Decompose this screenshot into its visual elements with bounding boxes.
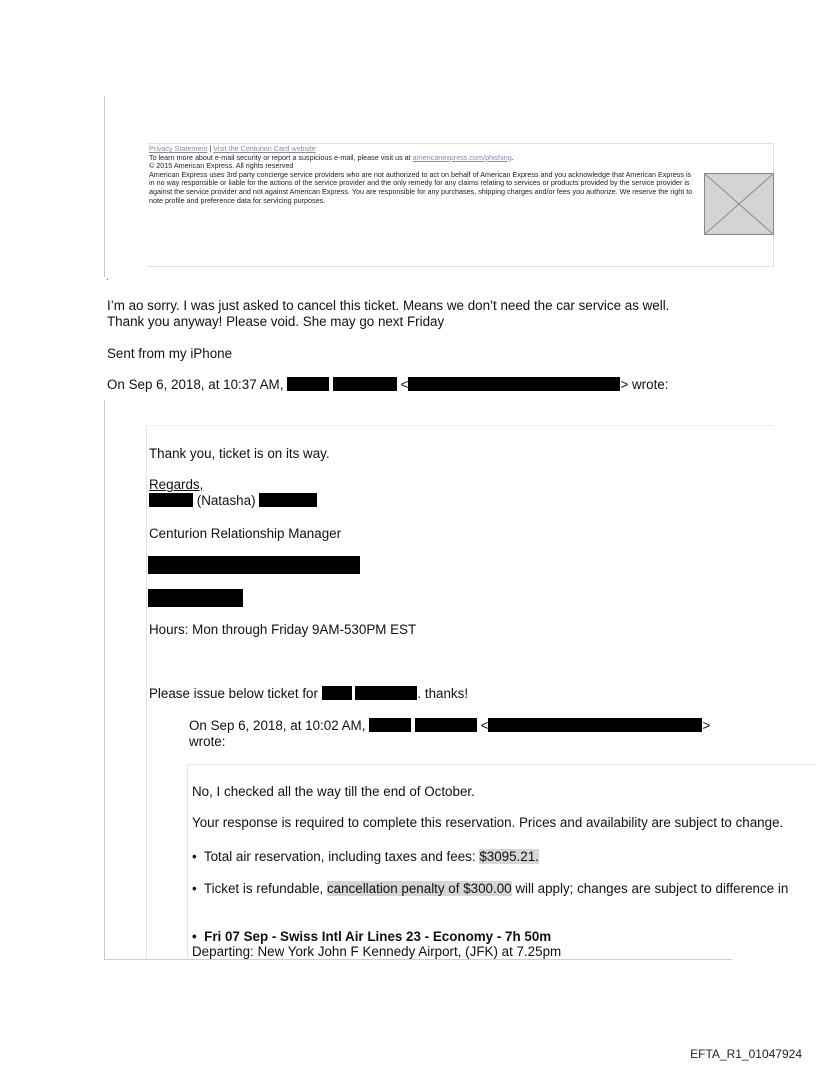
redacted-contact-1 — [148, 556, 360, 574]
quote-lt: < — [400, 377, 409, 392]
bullet-icon: • — [192, 929, 197, 944]
quote-header-37 — [107, 377, 668, 393]
checked-line: No, I checked all the way till the end of October. — [192, 784, 475, 799]
booking-quote-top — [187, 764, 816, 765]
footer-separator: | — [207, 144, 214, 153]
flight-title — [192, 929, 551, 945]
redacted-passenger-last — [355, 686, 417, 700]
manager-title: Centurion Relationship Manager — [149, 526, 342, 541]
booking-quote-border — [187, 764, 188, 960]
response-required: Your response is required to complete this reservation. Prices and availability are subject to change. — [192, 815, 784, 830]
inner-quote-header — [189, 718, 710, 734]
flight-title-text: Fri 07 Sep - Swiss Intl Air Lines 23 - Economy - 7h 50m — [204, 929, 552, 944]
disclaimer: American Express uses 3rd party concierge service providers who are not authorized to act on behalf of American Express and you acknowledge that American Express is in no way responsible or liable for the actions of the service provider and the only remedy for any claims relating to services or products provided by the service provider is against the service provider and not against American Express. You are responsible for any purchases, shipping charges and/or fees you authorize. We reserve the right to note profile and preference data for servicing purposes. — [149, 169, 693, 205]
sent-from: Sent from my iPhone — [107, 346, 233, 361]
total-fare-line — [192, 849, 539, 865]
quote-header-date: On Sep 6, 2018, at 10:37 AM, — [107, 377, 284, 392]
redacted-contact-2 — [148, 589, 243, 607]
quote-border-top — [104, 96, 105, 277]
signature-nickname: (Natasha) — [196, 493, 256, 508]
reply-line-2: Thank you anyway! Please void. She may go next Friday — [107, 314, 445, 329]
bullet-icon: • — [192, 881, 197, 896]
redacted-sig-last — [259, 493, 317, 507]
privacy-statement-link[interactable]: Privacy Statement — [149, 144, 208, 153]
thank-you-line: Thank you, ticket is on its way. — [149, 446, 330, 461]
manager-quote-border — [146, 425, 147, 960]
security-text: To learn more about e-mail security or report a suspicious e-mail, please visit us at — [149, 152, 413, 162]
total-label: Total air reservation, including taxes and fees: — [203, 849, 480, 864]
inner-quote-date: On Sep 6, 2018, at 10:02 AM, — [189, 718, 366, 733]
inner-wrote: wrote: — [189, 734, 226, 749]
footer-legal — [149, 145, 697, 205]
redacted-inner-email — [488, 718, 702, 732]
signature-name — [149, 493, 317, 509]
redacted-inner-last — [415, 718, 477, 732]
redacted-first-name — [287, 377, 329, 391]
centurion-website-link[interactable]: Visit the Centurion Card website — [213, 144, 316, 153]
page-identifier: EFTA_R1_01047924 — [690, 1047, 802, 1061]
manager-quote-top — [146, 425, 774, 426]
regards: Regards, — [149, 477, 204, 492]
issue-start: Please issue below ticket for — [149, 686, 318, 701]
bullet-icon: • — [192, 849, 197, 864]
departing-line: Departing: New York John F Kennedy Airport, (JFK) at 7.25pm — [192, 944, 562, 959]
refund-rest: will apply; changes are subject to difference in — [511, 881, 789, 896]
quote-border-main — [104, 400, 105, 960]
issue-end: . thanks! — [417, 686, 469, 701]
redacted-sig-first — [149, 493, 193, 507]
reply-line-1: I’m ao sorry. I was just asked to cancel this ticket. Means we don’t need the car service as well. — [107, 298, 670, 313]
phishing-link[interactable]: americanexpress.com/phishing — [412, 152, 512, 162]
redacted-email — [408, 377, 620, 391]
redacted-last-name — [333, 377, 397, 391]
inner-gt: > — [702, 718, 711, 733]
refund-penalty: cancellation penalty of $300.00 — [326, 881, 512, 896]
inner-lt: < — [480, 718, 489, 733]
stray-dot: . — [106, 272, 109, 283]
issue-ticket-line — [149, 686, 468, 702]
refund-line — [192, 881, 788, 897]
quote-wrote: > wrote: — [620, 377, 669, 392]
redacted-inner-first — [369, 718, 411, 732]
redacted-passenger-first — [322, 686, 352, 700]
hours-line: Hours: Mon through Friday 9AM-530PM EST — [149, 622, 417, 637]
security-end: . — [511, 152, 514, 162]
refund-label: Ticket is refundable, — [203, 881, 327, 896]
image-placeholder-icon — [704, 173, 774, 235]
total-value: $3095.21. — [479, 849, 539, 864]
copyright: © 2015 American Express. All rights reserved — [149, 161, 294, 171]
